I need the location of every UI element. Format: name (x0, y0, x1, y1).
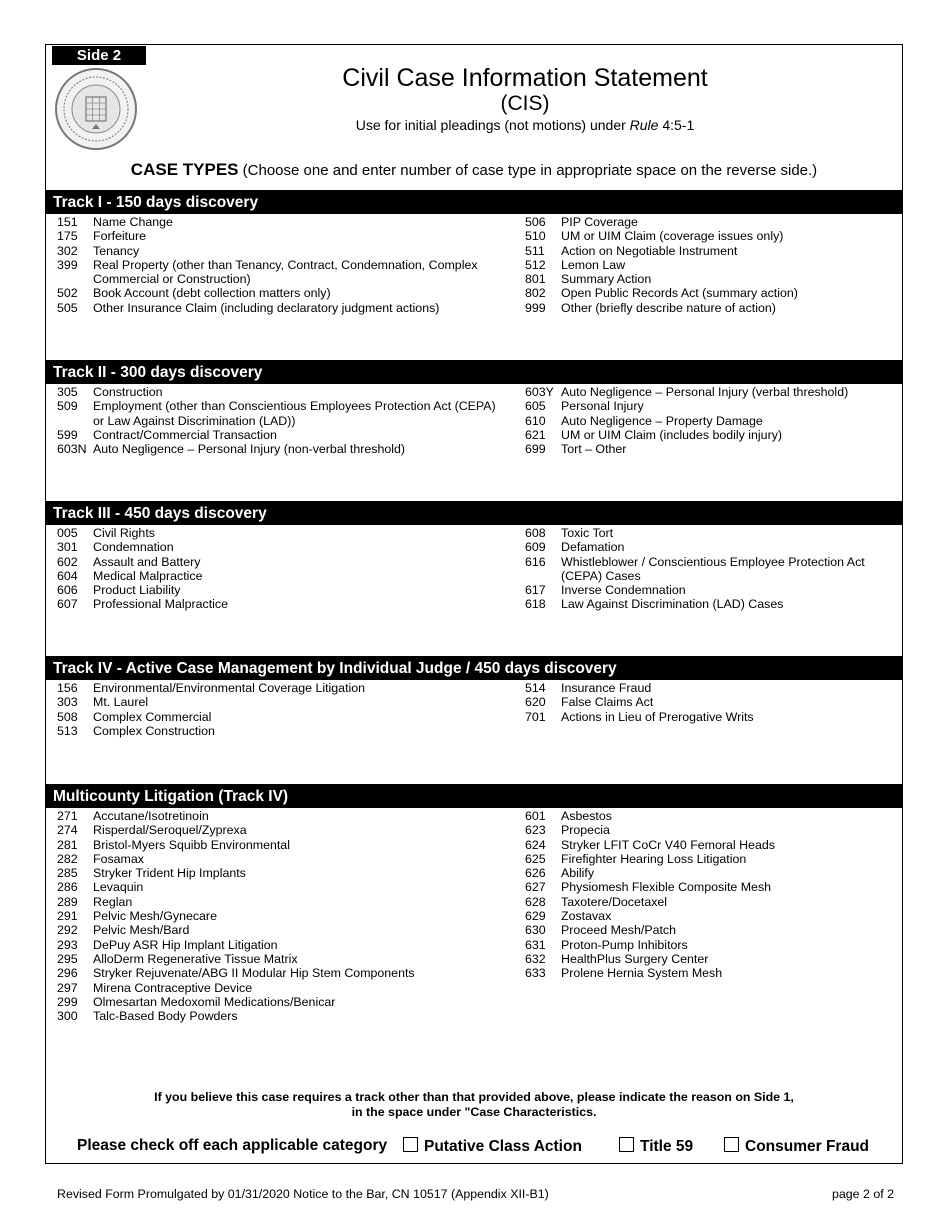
case-type-item (525, 710, 880, 724)
case-type-item (525, 852, 880, 866)
case-type-column-right (525, 809, 880, 981)
case-type-item (57, 428, 497, 442)
case-type-code: 506 (525, 215, 546, 229)
case-type-code: 005 (57, 526, 78, 540)
case-type-item (525, 866, 880, 880)
case-type-code: 156 (57, 681, 78, 695)
case-type-description: Lemon Law (561, 257, 626, 272)
case-type-code: 513 (57, 723, 78, 738)
case-type-item (525, 597, 880, 611)
case-type-item (525, 428, 880, 442)
case-type-item (525, 952, 880, 966)
case-type-code: 502 (57, 286, 78, 301)
case-type-description: Open Public Records Act (summary action) (561, 286, 798, 301)
case-type-description: Proceed Mesh/Patch (561, 923, 677, 938)
track-header: Track I - 150 days discovery (46, 190, 902, 214)
case-type-code: 302 (57, 243, 78, 258)
case-type-description: Proton-Pump Inhibitors (561, 937, 688, 952)
case-type-item (525, 399, 880, 413)
case-type-description: Book Account (debt collection matters only) (93, 286, 331, 301)
case-type-description: PIP Coverage (561, 215, 638, 229)
case-type-code: 601 (525, 809, 546, 823)
case-type-item (57, 229, 497, 243)
option-putative-class-action[interactable]: Putative Class Action (403, 1137, 582, 1156)
case-type-item (525, 681, 880, 695)
case-type-description: Action on Negotiable Instrument (561, 243, 738, 258)
case-type-code: 300 (57, 1009, 78, 1024)
case-type-item (57, 995, 497, 1009)
case-type-description: Talc-Based Body Powders (93, 1009, 238, 1024)
case-type-item (57, 938, 497, 952)
case-type-item (525, 823, 880, 837)
footer-revision: Revised Form Promulgated by 01/31/2020 Notice to the Bar, CN 10517 (Appendix XII-B1) (57, 1187, 549, 1201)
case-type-code: 282 (57, 851, 78, 866)
case-type-item (57, 823, 497, 837)
case-type-description: Contract/Commercial Transaction (93, 427, 277, 442)
case-type-description: Abilify (561, 866, 595, 881)
case-type-code: 628 (525, 894, 546, 909)
case-type-item (57, 809, 497, 823)
case-type-description: UM or UIM Claim (includes bodily injury) (561, 427, 783, 442)
case-type-code: 399 (57, 257, 78, 272)
case-type-description: Physiomesh Flexible Composite Mesh (561, 880, 772, 895)
case-type-item (525, 895, 880, 909)
case-type-description: Reglan (93, 894, 133, 909)
case-type-description: Firefighter Hearing Loss Litigation (561, 851, 747, 866)
case-type-description: False Claims Act (561, 695, 654, 710)
case-type-item (57, 710, 497, 724)
case-type-item (57, 301, 497, 315)
case-type-code: 699 (525, 442, 546, 457)
case-type-column-left (57, 215, 497, 315)
case-type-item (525, 583, 880, 597)
case-type-description: Personal Injury (561, 399, 644, 414)
case-type-description: Risperdal/Seroquel/Zyprexa (93, 823, 247, 838)
case-type-code: 802 (525, 286, 546, 301)
case-type-code: 296 (57, 966, 78, 981)
case-type-code: 607 (57, 597, 78, 612)
option-consumer-fraud[interactable]: Consumer Fraud (724, 1137, 869, 1156)
case-type-description: Real Property (other than Tenancy, Contract, Condemnation, Complex Commercial or Construction) (93, 257, 478, 287)
case-type-item (57, 442, 497, 456)
check-prompt: Please check off each applicable category (77, 1137, 388, 1154)
side-label: Side 2 (52, 46, 146, 65)
case-type-description: Zostavax (561, 909, 612, 924)
track-header: Multicounty Litigation (Track IV) (46, 784, 902, 808)
case-type-description: Inverse Condemnation (561, 583, 686, 598)
case-type-code: 616 (525, 554, 546, 569)
case-type-item (525, 966, 880, 980)
case-type-item (525, 809, 880, 823)
case-type-code: 999 (525, 300, 546, 315)
case-type-description: Employment (other than Conscientious Employees Protection Act (CEPA) or Law Against Discrimination (LAD)) (93, 399, 496, 428)
case-type-description: Propecia (561, 823, 610, 838)
case-type-description: Stryker Trident Hip Implants (93, 866, 246, 881)
case-type-description: Complex Construction (93, 723, 215, 738)
form-title: Civil Case Information Statement (342, 64, 708, 92)
case-type-item (525, 526, 880, 540)
case-type-description: Prolene Hernia System Mesh (561, 966, 723, 981)
case-type-description: Pelvic Mesh/Gynecare (93, 909, 217, 924)
case-type-description: Bristol-Myers Squibb Environmental (93, 837, 290, 852)
case-type-description: Accutane/Isotretinoin (93, 809, 209, 823)
case-type-code: 631 (525, 937, 546, 952)
case-type-description: Environmental/Environmental Coverage Litigation (93, 681, 366, 695)
case-type-column-left (57, 526, 497, 612)
case-type-code: 509 (57, 399, 78, 414)
case-type-item (57, 540, 497, 554)
case-type-item (525, 385, 880, 399)
case-type-code: 512 (525, 257, 546, 272)
case-type-description: Auto Negligence – Personal Injury (non-verbal threshold) (93, 442, 406, 457)
case-type-code: 271 (57, 809, 78, 823)
option-title-59[interactable]: Title 59 (619, 1137, 693, 1156)
case-type-item (57, 966, 497, 980)
case-type-item (57, 852, 497, 866)
case-type-item (57, 555, 497, 569)
case-type-description: Levaquin (93, 880, 144, 895)
case-type-item (525, 229, 880, 243)
case-type-code: 608 (525, 526, 546, 540)
case-type-code: 295 (57, 951, 78, 966)
track-header: Track IV - Active Case Management by Individual Judge / 450 days discovery (46, 656, 902, 680)
case-type-item (57, 681, 497, 695)
case-type-description: Mirena Contraceptive Device (93, 980, 253, 995)
case-type-item (57, 724, 497, 738)
case-type-code: 511 (525, 243, 545, 258)
case-type-code: 603N (57, 442, 87, 457)
case-type-description: Taxotere/Docetaxel (561, 894, 668, 909)
case-type-item (57, 981, 497, 995)
case-type-description: DePuy ASR Hip Implant Litigation (93, 937, 278, 952)
case-type-code: 623 (525, 823, 546, 838)
case-type-item (525, 258, 880, 272)
case-type-code: 514 (525, 681, 546, 695)
case-type-item (525, 838, 880, 852)
case-type-item (57, 385, 497, 399)
case-type-item (57, 526, 497, 540)
court-seal-icon (54, 67, 138, 151)
case-type-description: Construction (93, 385, 163, 399)
case-type-code: 301 (57, 540, 78, 555)
case-type-code: 617 (525, 583, 546, 598)
case-type-code: 599 (57, 427, 78, 442)
case-type-item (57, 583, 497, 597)
case-type-item (525, 555, 880, 584)
case-type-description: Tort – Other (561, 442, 627, 457)
case-type-code: 603Y (525, 385, 554, 399)
track-header: Track III - 450 days discovery (46, 501, 902, 525)
case-type-description: Complex Commercial (93, 709, 212, 724)
case-type-code: 297 (57, 980, 78, 995)
case-type-description: Olmesartan Medoxomil Medications/Benicar (93, 994, 336, 1009)
case-type-description: Assault and Battery (93, 554, 201, 569)
case-type-code: 303 (57, 695, 78, 710)
case-type-code: 624 (525, 837, 546, 852)
case-type-item (57, 895, 497, 909)
case-type-code: 602 (57, 554, 78, 569)
case-type-description: AlloDerm Regenerative Tissue Matrix (93, 951, 298, 966)
case-type-code: 633 (525, 966, 546, 981)
case-type-description: Civil Rights (93, 526, 155, 540)
case-type-item (525, 414, 880, 428)
track-header: Track II - 300 days discovery (46, 360, 902, 384)
case-type-code: 625 (525, 851, 546, 866)
case-type-item (57, 569, 497, 583)
case-type-description: Actions in Lieu of Prerogative Writs (561, 709, 754, 724)
case-type-code: 605 (525, 399, 546, 414)
case-type-code: 291 (57, 909, 78, 924)
case-type-code: 289 (57, 894, 78, 909)
case-type-code: 606 (57, 583, 78, 598)
case-type-description: Condemnation (93, 540, 174, 555)
case-type-code: 286 (57, 880, 78, 895)
case-type-code: 627 (525, 880, 546, 895)
case-type-column-left (57, 809, 497, 1023)
case-type-description: HealthPlus Surgery Center (561, 951, 709, 966)
case-type-item (57, 399, 497, 428)
case-type-code: 801 (525, 272, 546, 287)
case-type-column-right (525, 681, 880, 724)
case-type-description: Other Insurance Claim (including declaratory judgment actions) (93, 300, 440, 315)
case-type-code: 510 (525, 229, 546, 244)
case-types-heading: CASE TYPES (Choose one and enter number of case type in appropriate space on the reverse side.) (130, 160, 818, 179)
case-type-code: 151 (57, 215, 78, 229)
case-type-column-right (525, 385, 880, 456)
case-type-item (525, 301, 880, 315)
case-type-description: Pelvic Mesh/Bard (93, 923, 190, 938)
case-type-column-left (57, 681, 497, 738)
case-type-code: 274 (57, 823, 78, 838)
case-type-code: 609 (525, 540, 546, 555)
case-type-item (57, 258, 497, 287)
checkbox-putative-class-action[interactable] (403, 1137, 418, 1152)
case-type-item (525, 909, 880, 923)
case-type-item (525, 215, 880, 229)
case-type-code: 505 (57, 300, 78, 315)
track-note: If you believe this case requires a track other than that provided above, please indicate the reason on Side 1, in the space under "Case Characteristics. (154, 1090, 794, 1119)
case-type-description: UM or UIM Claim (coverage issues only) (561, 229, 784, 244)
case-type-item (57, 215, 497, 229)
case-type-code: 292 (57, 923, 78, 938)
case-type-code: 630 (525, 923, 546, 938)
case-type-item (525, 442, 880, 456)
case-type-code: 281 (57, 837, 78, 852)
form-abbrev: (CIS) (500, 92, 550, 115)
case-type-item (57, 923, 497, 937)
case-type-item (57, 244, 497, 258)
case-type-item (525, 938, 880, 952)
case-type-code: 632 (525, 951, 546, 966)
case-type-description: Summary Action (561, 272, 652, 287)
case-type-description: Law Against Discrimination (LAD) Cases (561, 597, 784, 612)
case-type-code: 610 (525, 413, 546, 428)
case-type-code: 299 (57, 994, 78, 1009)
case-type-item (57, 909, 497, 923)
form-subtitle: Use for initial pleadings (not motions) under Rule 4:5-1 (355, 117, 695, 133)
case-type-item (525, 272, 880, 286)
case-type-code: 175 (57, 229, 78, 244)
case-type-code: 626 (525, 866, 546, 881)
case-type-code: 629 (525, 909, 546, 924)
case-type-code: 701 (525, 709, 546, 724)
case-type-code: 604 (57, 568, 78, 583)
case-type-description: Insurance Fraud (561, 681, 652, 695)
case-type-code: 621 (525, 427, 546, 442)
case-type-description: Asbestos (561, 809, 612, 823)
case-type-code: 285 (57, 866, 78, 881)
case-type-item (525, 244, 880, 258)
case-type-description: Tenancy (93, 243, 140, 258)
case-type-code: 508 (57, 709, 78, 724)
case-type-description: Other (briefly describe nature of action) (561, 300, 776, 315)
case-type-description: Whistleblower / Conscientious Employee Protection Act (CEPA) Cases (561, 554, 865, 583)
case-type-description: Defamation (561, 540, 625, 555)
case-type-description: Fosamax (93, 851, 144, 866)
case-type-code: 620 (525, 695, 546, 710)
case-type-column-left (57, 385, 497, 456)
case-type-item (525, 695, 880, 709)
case-type-item (525, 540, 880, 554)
case-type-description: Toxic Tort (561, 526, 614, 540)
case-type-item (525, 923, 880, 937)
case-type-description: Stryker Rejuvenate/ABG II Modular Hip Stem Components (93, 966, 415, 981)
case-type-description: Stryker LFIT CoCr V40 Femoral Heads (561, 837, 775, 852)
case-type-description: Product Liability (93, 583, 181, 598)
case-type-description: Name Change (93, 215, 173, 229)
case-type-description: Professional Malpractice (93, 597, 228, 612)
case-type-column-right (525, 526, 880, 612)
case-type-item (57, 597, 497, 611)
checkbox-consumer-fraud[interactable] (724, 1137, 739, 1152)
case-type-item (525, 286, 880, 300)
case-type-code: 305 (57, 385, 78, 399)
case-type-description: Mt. Laurel (93, 695, 149, 710)
case-type-item (57, 695, 497, 709)
case-type-description: Forfeiture (93, 229, 147, 244)
case-type-description: Medical Malpractice (93, 568, 203, 583)
case-type-item (57, 880, 497, 894)
case-type-item (525, 880, 880, 894)
case-type-column-right (525, 215, 880, 315)
checkbox-title-59[interactable] (619, 1137, 634, 1152)
case-type-description: Auto Negligence – Personal Injury (verbal threshold) (561, 385, 849, 399)
case-type-code: 293 (57, 937, 78, 952)
case-type-item (57, 838, 497, 852)
case-type-item (57, 866, 497, 880)
case-type-item (57, 1009, 497, 1023)
case-type-item (57, 286, 497, 300)
case-type-code: 618 (525, 597, 546, 612)
footer-page: page 2 of 2 (831, 1187, 894, 1201)
case-type-description: Auto Negligence – Property Damage (561, 413, 763, 428)
case-type-item (57, 952, 497, 966)
